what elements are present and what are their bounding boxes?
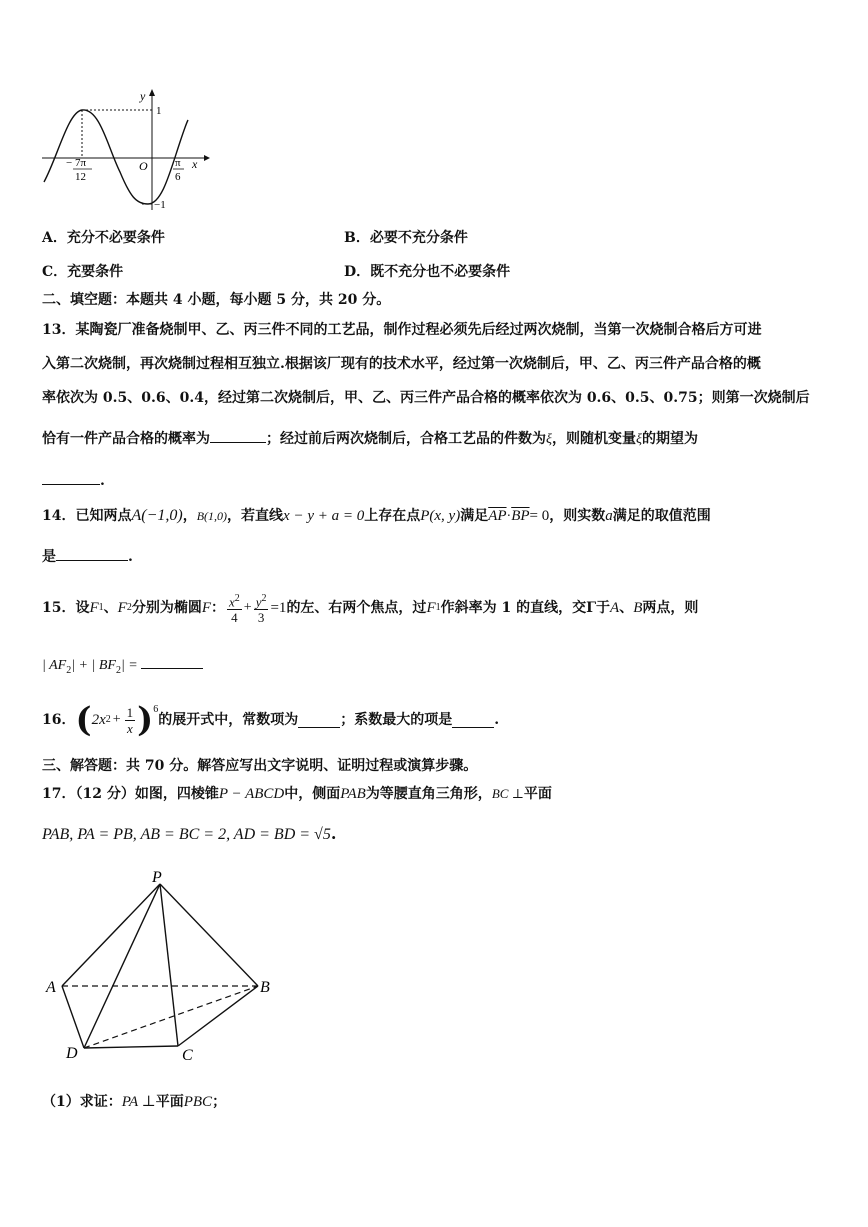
q16-frac xyxy=(125,705,136,736)
q16-x: x xyxy=(127,720,133,736)
q16-left-paren: ( xyxy=(75,700,92,740)
q15-eq1: =1 xyxy=(270,600,287,616)
q13-xi1: ξ xyxy=(546,432,552,447)
q15-t1: 15．设 xyxy=(42,600,90,616)
q17-face: PAB xyxy=(340,786,366,802)
q15-blank xyxy=(141,654,203,669)
q13-blank2 xyxy=(42,470,100,485)
section3-header: 三、解答题：共 70 分。解答应写出文字说明、证明过程或演算步骤。 xyxy=(42,758,478,774)
q16-blank2 xyxy=(452,713,494,728)
edge-pc xyxy=(160,884,178,1046)
q14-var-a: a xyxy=(605,508,613,524)
q15-t5: 、 xyxy=(619,600,634,616)
q13-line4 xyxy=(42,428,698,450)
q16-t2: ；系数最大的项是 xyxy=(340,712,453,728)
q15-line1: 15．设 F 1 、 F 2 分别为椭圆 F ： $\frac{x^2}{4}$ + $\frac{y^2}{3}$ =1 的左、右两个焦点，过 F 1 作斜率为 1 的直线，交Γ于 A 、 B 两点，则 xyxy=(42,592,699,626)
right-tick-num: π xyxy=(175,157,181,169)
y-max-label: 1 xyxy=(156,105,162,117)
q14-vector-bp: $\overline{BP}$ xyxy=(511,508,530,524)
q13-line4a: 恰有一件产品合格的概率为 xyxy=(42,431,210,447)
q13-xi2: ξ xyxy=(636,432,642,447)
q14-t2: ， xyxy=(182,508,197,524)
vertex-p: P xyxy=(152,869,162,886)
q17-sub1 xyxy=(42,1092,226,1112)
q14-line-eq: x − y + a = 0 xyxy=(283,508,365,524)
q14-point-a: A(−1,0) xyxy=(131,507,183,524)
q17-sub1b: PA ⊥ xyxy=(121,1094,156,1110)
q15-point-a: A xyxy=(610,600,620,616)
q17-t3: 为等腰直角三角形， xyxy=(365,786,492,802)
q17-t4: 平面 xyxy=(523,786,552,802)
q14-line2 xyxy=(42,546,133,567)
q14-point-b: B(1,0) xyxy=(196,509,228,523)
q15-four: 4 xyxy=(231,610,238,626)
q14-t1: 14．已知两点 xyxy=(42,508,132,524)
q15-f2: F xyxy=(117,600,127,616)
left-tick-den: 12 xyxy=(75,171,86,183)
vertex-d: D xyxy=(66,1045,78,1062)
q13-blank1 xyxy=(210,428,266,443)
left-tick-num: 7π xyxy=(75,157,87,169)
q15-f1-again: F xyxy=(426,600,436,616)
x-axis-arrow xyxy=(204,155,210,161)
option-a: A．充分不必要条件 xyxy=(42,230,165,246)
q14-point-p: P(x, y) xyxy=(420,508,461,524)
q15-f1: F xyxy=(89,600,99,616)
q15-y: y xyxy=(255,594,262,610)
q15-bf2: | + | BF xyxy=(71,658,116,673)
option-d: D．既不充分也不必要条件 xyxy=(344,264,511,280)
y-axis-arrow xyxy=(149,89,155,96)
q16-exponent: 6 xyxy=(153,704,159,715)
q14-t3: ，若直线 xyxy=(227,508,284,524)
q15-line2 xyxy=(42,654,203,681)
q15-frac-y: $\frac{y^2}{3}$ xyxy=(255,592,267,626)
q15-af2-sub: 2 xyxy=(66,664,72,676)
vertex-b: B xyxy=(260,979,270,996)
q15-colon: ： xyxy=(211,600,225,616)
q16-right-paren: ) xyxy=(137,700,154,740)
q15-eq: | = xyxy=(120,658,138,673)
q13-line5-end: . xyxy=(100,473,105,489)
q15-t2: 分别为椭圆 xyxy=(131,600,202,616)
edge-db-hidden xyxy=(84,986,258,1048)
q16-t1: 的展开式中，常数项为 xyxy=(158,712,299,728)
q13-line4c: ，则随机变量 xyxy=(552,431,636,447)
q16-blank1 xyxy=(298,713,340,728)
edge-ad xyxy=(62,986,84,1048)
q17-sub1a: （1）求证： xyxy=(42,1094,122,1110)
q17-conditions: PAB, PA = PB, AB = BC = 2, AD = BD = √5 xyxy=(42,826,331,843)
vertex-a: A xyxy=(46,979,56,996)
q17-t2: 中，侧面 xyxy=(284,786,341,802)
q16-t3: . xyxy=(494,712,500,728)
edge-pa xyxy=(62,884,160,986)
q15-x: x xyxy=(229,594,235,610)
q15-f2-sub: 2 xyxy=(126,602,132,613)
q14-line2a: 是 xyxy=(42,549,56,565)
q17-sub1d: PBC xyxy=(183,1094,213,1110)
edge-pb xyxy=(160,884,258,986)
q16-line: 16． ( 2x 2 + $\frac{1}{x}$ ) 6 的展开式中，常数项为 ；系数最大的项是 . xyxy=(42,700,500,740)
q17-line2-end: . xyxy=(330,824,337,843)
q14-eq0: = 0 xyxy=(529,508,550,524)
q15-point-b: B xyxy=(633,600,643,616)
q13-line3: 率依次为 0.5、0.6、0.4，经过第二次烧制后，甲、乙、丙三件产品合格的概率依次为 0.6、0.5、0.75；则第一次烧制后 xyxy=(42,390,810,406)
q15-t4: 作斜率为 1 的直线，交Γ于 xyxy=(440,600,611,616)
q14-line1 xyxy=(42,506,711,527)
option-c: C．充要条件 xyxy=(42,264,124,280)
edge-pd xyxy=(84,884,160,1048)
q16-num: 16． xyxy=(42,712,76,728)
q15-af2: | AF xyxy=(42,658,67,673)
q14-vector-ap: $\overline{AP}$ xyxy=(488,508,507,524)
q14-t5: 满足 xyxy=(460,508,489,524)
y-min-label: −1 xyxy=(154,199,166,211)
q15-f1-sub: 1 xyxy=(98,602,104,613)
q15-t6: 两点，则 xyxy=(642,600,699,616)
x-label: x xyxy=(192,157,198,171)
pyramid-figure xyxy=(40,866,290,1066)
q14-t7: 满足的取值范围 xyxy=(612,508,711,524)
q15-t3: 的左、右两个焦点，过 xyxy=(286,600,427,616)
right-tick-den: 6 xyxy=(175,171,181,183)
q17-sub1e: ； xyxy=(212,1094,227,1110)
q17-line1 xyxy=(42,784,552,804)
q16-plus: + xyxy=(112,712,121,727)
q16-term-2x: 2x xyxy=(91,712,106,728)
q15-f1-again-sub: 1 xyxy=(435,602,441,613)
q17-line2 xyxy=(42,824,336,845)
sine-graph-figure xyxy=(36,86,216,214)
q13-line1: 13．某陶瓷厂准备烧制甲、乙、丙三件不同的工艺品，制作过程必须先后经过两次烧制，当第一次烧制合格后方可进 xyxy=(42,322,762,338)
edge-cb xyxy=(178,986,258,1046)
q17-pyramid: P − ABCD xyxy=(218,786,285,802)
q17-perp: BC ⊥ xyxy=(491,786,524,801)
q15-sep: 、 xyxy=(103,600,118,616)
q15-frac-x: $\frac{x^2}{4}$ xyxy=(229,592,240,626)
q13-line4b: ；经过前后两次烧制后，合格工艺品的件数为 xyxy=(266,431,546,447)
left-tick-sign: − xyxy=(66,157,73,169)
q17-sub1c: 平面 xyxy=(155,1094,184,1110)
q13-line2: 入第二次烧制，再次烧制过程相互独立.根据该厂现有的技术水平，经过第一次烧制后，甲、乙、丙三件产品合格的概 xyxy=(42,356,761,372)
q13-line5 xyxy=(42,470,105,491)
q15-ellipse-name: F xyxy=(201,600,211,616)
q14-t4: 上存在点 xyxy=(364,508,421,524)
q16-one: 1 xyxy=(126,704,134,720)
q13-line4d: 的期望为 xyxy=(642,431,698,447)
vertex-c: C xyxy=(182,1047,193,1064)
edge-dc xyxy=(84,1046,178,1048)
q15-three: 3 xyxy=(257,610,265,626)
q14-line2b: . xyxy=(128,549,133,565)
option-b: B．必要不充分条件 xyxy=(344,230,468,246)
origin-label: O xyxy=(139,159,148,173)
section2-header: 二、填空题：本题共 4 小题，每小题 5 分，共 20 分。 xyxy=(42,292,391,308)
q17-t1: 17．（12 分）如图，四棱锥 xyxy=(42,786,219,802)
q14-dot: · xyxy=(506,509,512,524)
y-label: y xyxy=(140,89,146,103)
q14-blank xyxy=(56,546,128,561)
q14-t6: ，则实数 xyxy=(549,508,606,524)
q15-bf2-sub: 2 xyxy=(115,664,121,676)
